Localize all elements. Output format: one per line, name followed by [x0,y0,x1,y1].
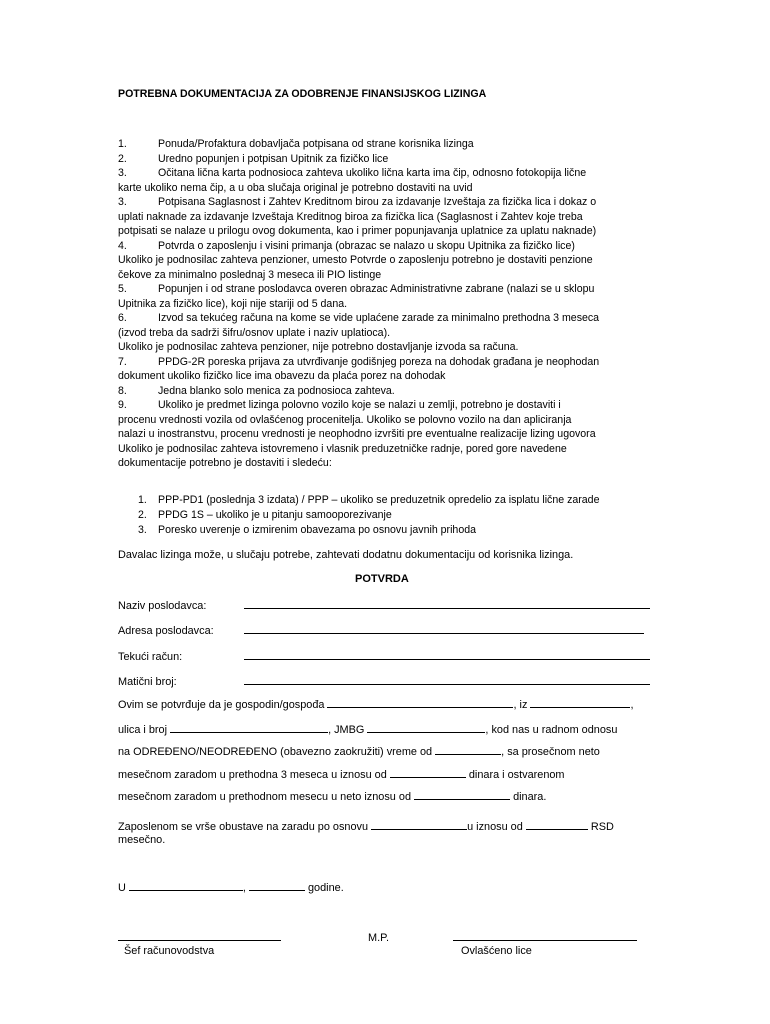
sub-item-text: PPP-PD1 (poslednja 3 izdata) / PPP – ukoliko se preduzetnik opredelio za isplatu lične zarade [158,494,600,506]
item-number: 8. [118,384,127,397]
registry-number-field[interactable] [118,674,650,690]
avg-salary-blank[interactable] [390,767,466,778]
item-number: 3. [118,196,127,208]
requirement-item [118,152,658,167]
stamp-label: M.P. [368,932,389,944]
item-text: Popunjen i od strane poslodavca overen obrazac Administrativne zabrane (nalazi se u sklopu [158,283,595,295]
item-number: 6. [118,312,127,324]
item-number: 9. [118,399,127,411]
closing-note: Davalac lizinga može, u slučaju potrebe, zahtevati dodatnu dokumentaciju od korisnika lizinga. [118,549,574,561]
item-first-line [118,166,658,181]
item-continuation-line [118,456,658,471]
item-text: Ponuda/Profaktura dobavljača potpisana od strane korisnika lizinga [158,138,474,150]
item-text: uplati naknade za izdavanje Izveštaja Kreditnog biroa za fizička lica (Saglasnost i Zahtev koje treba [118,210,583,223]
deduction-basis-blank[interactable] [371,819,467,830]
requirement-item [118,398,658,471]
item-text: Jedna blanko solo menica za podnosioca zahteva. [158,384,395,397]
item-continuation-line [118,326,658,341]
item-first-line [118,239,658,254]
date-blank[interactable] [249,880,305,891]
requirement-item [118,282,658,311]
item-first-line [118,311,658,326]
employer-address-label: Adresa poslodavca: [118,625,214,637]
item-first-line [118,355,658,370]
last-month-salary-blank[interactable] [414,789,510,800]
sub-item-text: Poresko uverenje o izmirenim obavezama po osnovu javnih prihoda [158,524,476,536]
place-date-line: U , godine. [118,882,344,894]
entrepreneur-document-item [138,508,599,523]
item-text: potpisati se nalaze u prilogu ovog dokumenta, kao i primer popunjavanja uplatnice za uplatu naknade) [118,225,597,237]
item-text: Ukoliko je podnosilac zahteva istovremeno i vlasnik preduzetničke radnje, pored gore navedene [118,442,567,455]
item-number: 7. [118,355,127,368]
current-account-label: Tekući račun: [118,651,183,663]
item-text: Potvrda o zaposlenju i visini primanja (obrazac se nalazo u skopu Upitnika za fizičko lice) [158,239,575,252]
sub-item-number: 1. [138,494,147,506]
confirmation-line-1: Ovim se potvrđuje da je gospodin/gospođa , iz , [118,699,634,711]
confirmation-line-4: mesečnom zaradom u prethodna 3 meseca u iznosu od dinara i ostvarenom [118,769,565,781]
item-text: Očitana lična karta podnosioca zahteva ukoliko lična karta ima čip, odnosno fotokopija lične [158,167,587,179]
person-name-blank[interactable] [327,697,513,708]
employer-name-blank[interactable] [244,598,650,609]
city-blank[interactable] [530,697,630,708]
item-first-line [118,282,658,297]
item-number: 1. [118,138,127,150]
signature-label-authorized: Ovlašćeno lice [461,945,532,957]
item-text: nalazi u inostranstvu, procenu vrednosti je neophodno izvršiti pre eventualne realizacije lizing ugovora [118,428,596,440]
employer-address-field[interactable] [118,623,644,639]
item-first-line [118,137,658,152]
deductions-line: Zaposlenom se vrše obustave na zaradu po osnovu u iznosu od RSD [118,821,614,833]
signature-line-accountant[interactable] [118,940,281,941]
item-continuation-line [118,442,658,457]
item-number: 5. [118,283,127,295]
item-continuation-line [118,181,658,196]
item-first-line [118,384,658,399]
confirmation-heading: POTVRDA [355,573,409,585]
requirement-item [118,239,658,283]
item-continuation-line [118,369,658,384]
requirements-list [118,137,658,471]
item-continuation-line [118,340,658,355]
employer-name-label: Naziv poslodavca: [118,600,207,612]
item-first-line [118,398,658,413]
signature-label-accountant: Šef računovodstva [124,945,215,957]
item-continuation-line [118,297,658,312]
document-title: POTREBNA DOKUMENTACIJA ZA ODOBRENJE FINANSIJSKOG LIZINGA [118,88,487,100]
registry-number-blank[interactable] [244,674,650,685]
entrepreneur-document-item [138,523,599,538]
deduction-amount-blank[interactable] [526,819,588,830]
street-blank[interactable] [170,722,328,733]
sub-item-number: 2. [138,509,147,521]
item-text: Ukoliko je podnosilac zahteva penzioner, nije potrebno dostavljanje izvoda sa računa. [118,341,519,353]
place-blank[interactable] [129,880,243,891]
item-number: 4. [118,239,127,252]
item-text: dokumentacije potrebno je dostaviti i sledeću: [118,457,332,469]
item-number: 2. [118,152,127,165]
item-continuation-line [118,413,658,428]
item-continuation-line [118,427,658,442]
requirement-item [118,195,658,239]
item-text: Izvod sa tekućeg računa na kome se vide uplaćene zarade za minimalno prethodna 3 meseca [158,312,600,324]
item-text: (izvod treba da sadrži šifru/osnov uplate i naziv uplatioca). [118,326,391,339]
item-text: Ukoliko je predmet lizinga polovno vozilo koje se nalazi u zemlji, potrebno je dostaviti i [158,399,561,411]
item-text: PPDG-2R poreska prijava za utvrđivanje godišnjeg poreza na dohodak građana je neophodan [158,355,600,368]
jmbg-blank[interactable] [367,722,485,733]
requirement-item [118,137,658,152]
item-text: karte ukoliko nema čip, a u oba slučaja original je potrebno dostaviti na uvid [118,181,473,194]
deductions-line-2: mesečno. [118,834,166,846]
confirmation-line-5: mesečnom zaradom u prethodnom mesecu u neto iznosu od dinara. [118,791,547,803]
item-text: Uredno popunjen i potpisan Upitnik za fizičko lice [158,152,389,165]
item-continuation-line [118,268,658,283]
confirmation-line-3: na ODREĐENO/NEODREĐENO (obavezno zaokružiti) vreme od , sa prosečnom neto [118,746,600,758]
item-text: Potpisana Saglasnost i Zahtev Kreditnom birou za izdavanje Izveštaja za fizička lica i dokaz o [158,196,597,208]
signature-line-authorized[interactable] [453,940,637,941]
employer-name-field[interactable] [118,598,650,614]
requirement-item [118,384,658,399]
entrepreneur-documents-list [138,493,599,538]
item-continuation-line [118,224,658,239]
item-continuation-line [118,210,658,225]
item-text: Ukoliko je podnosilac zahteva penzioner, umesto Potvrde o zaposlenju potrebno je dostaviti penzione [118,254,593,266]
employment-since-blank[interactable] [435,744,501,755]
requirement-item [118,166,658,195]
confirmation-line-2: ulica i broj , JMBG , kod nas u radnom odnosu [118,724,618,736]
entrepreneur-document-item [138,493,599,508]
current-account-field[interactable] [118,649,650,665]
item-text: Upitnika za fizičko lice), koji nije stariji od 5 dana. [118,297,348,310]
employer-address-blank[interactable] [244,623,644,634]
sub-item-text: PPDG 1S – ukoliko je u pitanju samooporezivanje [158,509,392,521]
item-text: dokument ukoliko fizičko lice ima obavezu da plaća porez na dohodak [118,370,446,382]
registry-number-label: Matični broj: [118,676,177,688]
requirement-item [118,311,658,355]
item-text: procenu vrednosti vozila od ovlašćenog procenitelja. Ukoliko se polovno vozilo na dan apliciranja [118,413,572,426]
item-continuation-line [118,253,658,268]
sub-item-number: 3. [138,524,147,536]
current-account-blank[interactable] [244,649,650,660]
item-first-line [118,195,658,210]
item-first-line [118,152,658,167]
requirement-item [118,355,658,384]
item-number: 3. [118,167,127,179]
item-text: čekove za minimalno poslednaj 3 meseca ili PIO listinge [118,268,382,281]
